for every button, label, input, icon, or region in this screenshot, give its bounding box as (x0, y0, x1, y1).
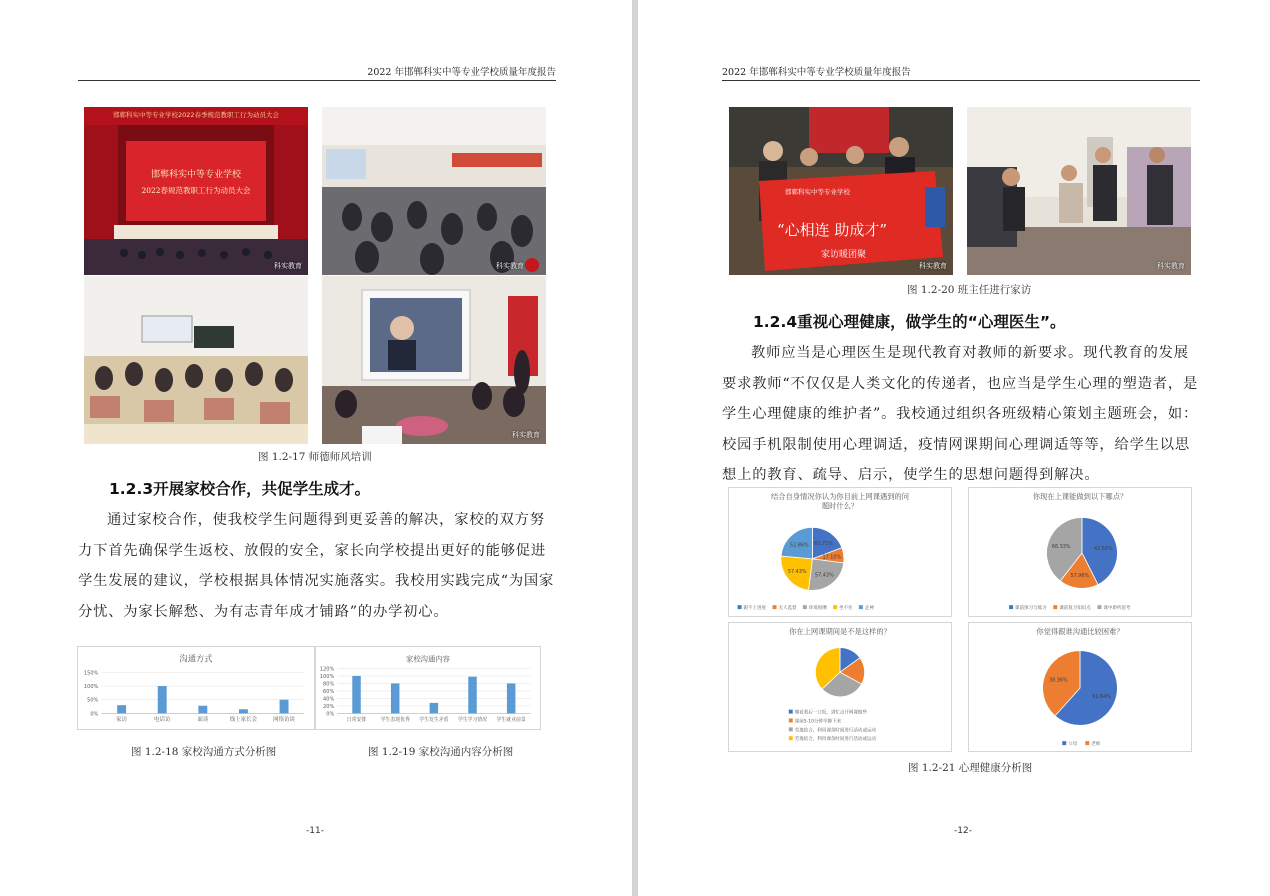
page-header: 2022 年邯郸科实中等专业学校质量年度报告 (722, 64, 1200, 81)
chart-title: 你觉得跟谁沟通比较困难？ (1036, 626, 1124, 636)
chart-title: 结合自身情况你认为你目前上网课遇到的问 (770, 491, 910, 501)
pie-chart-class-habits (968, 487, 1192, 617)
x-tick-label: 家访 (116, 717, 128, 724)
x-tick-label: 学生就业前景 (496, 717, 526, 724)
page-number: -11- (306, 826, 324, 836)
chart-title: 你现在上课能做到以下哪点？ (1032, 491, 1128, 501)
legend-label: 父母 (1068, 742, 1078, 748)
screen-subtitle: 2022春规范教职工行为动员大会 (141, 186, 251, 195)
bar (430, 703, 439, 713)
bar (391, 683, 400, 713)
legend-swatch (1053, 605, 1057, 609)
banner-subtitle: 家访暖团聚 (821, 250, 867, 260)
chart-title: 沟通方式 (179, 653, 213, 664)
y-tick-label: 60% (323, 688, 335, 695)
chart-communication-content (315, 646, 541, 730)
legend-swatch (789, 710, 793, 714)
x-tick-label: 日常安排 (346, 717, 367, 724)
x-tick-label: 面谈 (197, 717, 209, 724)
watermark: 科实教育 (1157, 262, 1185, 270)
slice-label: 57.43% (787, 569, 807, 576)
banner-slogan: “心相连 助成才” (777, 221, 888, 239)
page-number: -12- (954, 826, 972, 836)
y-tick-label: 100% (83, 684, 99, 690)
legend-label: 跟不上进度 (743, 606, 767, 612)
x-tick-label: 学生表现优秀 (380, 717, 410, 724)
legend-label: 课前预习与练习 (1015, 606, 1047, 612)
chart-title: 题时什么？ (821, 501, 859, 511)
x-tick-label: 网络访谈 (273, 717, 295, 724)
photo-meeting-hall (84, 107, 308, 275)
legend-label: 课前复习知识点 (1059, 606, 1091, 612)
slice-label: 65.71% (814, 540, 833, 547)
photo-training-room (322, 107, 546, 275)
x-tick-label: 学生学习情况 (457, 717, 488, 724)
legend-swatch (773, 605, 777, 609)
bar (158, 686, 167, 713)
chart-title: 你在上网课期间是不是这样的？ (789, 626, 891, 636)
slice-label: 57.96% (1070, 572, 1090, 579)
legend-label: 课中聆听思考 (1103, 606, 1131, 612)
photo-home-visit-banner (729, 107, 953, 275)
pie-chart-online-behavior (728, 622, 952, 752)
legend-swatch (859, 605, 863, 609)
section-paragraph: 教师应当是心理医生是现代教育对教师的新要求。现代教育的发展要求教师“不仅仅是人类文化的传递者，也应当是学生心理的塑造者，是学生心理健康的维护者”。我校通过组织各班级精心策划主题班会，如：校园手机限制使用心理调适，疫情网课期间心理调适等等，给学生以思想上的教育、疏导、启示，使学生的思想问题得到解决。 (722, 345, 1199, 483)
legend-label: 走神 (864, 606, 874, 612)
legend-swatch (833, 605, 837, 609)
bar (352, 676, 361, 713)
watermark: 科实教育 (512, 431, 540, 439)
figure-caption-21: 图 1.2-21 心理健康分析图 (908, 762, 1033, 774)
photo-lecture-room (84, 276, 308, 444)
legend-label: 无人监督 (778, 606, 797, 612)
legend-label: 劳逸结合，利用课余时间进行活动或运动 (794, 737, 877, 743)
bar (239, 709, 248, 713)
legend-swatch (789, 719, 793, 723)
figure-caption-17: 图 1.2-17 师德师风培训 (258, 451, 372, 463)
x-tick-label: 电话访 (154, 717, 171, 724)
bar (198, 706, 207, 714)
legend-swatch (1085, 741, 1089, 745)
x-tick-label: 线上家长会 (229, 717, 258, 724)
legend-label: 老师 (1091, 742, 1101, 748)
legend-swatch (789, 736, 793, 740)
chart-title: 家校沟通内容 (406, 654, 450, 664)
section-heading-1-2-3: 1.2.3开展家校合作，共促学生成才。 (109, 480, 371, 498)
y-tick-label: 80% (323, 681, 335, 688)
section-paragraph: 通过家校合作，使我校学生问题得到更妥善的解决，家校的双方努力下首先确保学生返校、放假的安全，家长向学校提出更好的能够促进学生发展的建议，学校根据具体情况实施落实。我校用实践完成“为国家分忧、为家长解愁、为有志青年成才铺路”的办学初心。 (78, 512, 555, 620)
figure-caption-19: 图 1.2-19 家校沟通内容分析图 (368, 746, 514, 758)
y-tick-label: 150% (83, 670, 99, 677)
bar (507, 683, 516, 713)
slice-label: 66.33% (1051, 543, 1071, 550)
legend-label: 课前5-10分钟早静下来 (794, 719, 842, 725)
legend-label: 环境很嘈 (808, 606, 827, 612)
y-tick-label: 0% (326, 711, 335, 718)
y-tick-label: 100% (319, 673, 335, 680)
y-tick-label: 20% (323, 703, 335, 710)
slice-label: 42.55% (1093, 545, 1113, 552)
banner-school-name: 邯郸科实中等专业学校 (785, 188, 850, 196)
legend-label: 劳逸结合，利用课余时间进行活动或运动 (794, 728, 877, 734)
screen-title: 邯郸科实中等专业学校 (150, 170, 241, 180)
watermark: 科实教育 (274, 262, 302, 270)
slice-label: 57.43% (815, 572, 834, 579)
x-tick-label: 学生发生矛盾 (419, 717, 449, 724)
banner-text: 邯郸科实中等专业学校2022春季规范教职工行为动员大会 (112, 111, 280, 119)
chart-communication-method (77, 646, 315, 730)
page-12 (638, 0, 1270, 896)
legend-swatch (738, 605, 742, 609)
page-header: 2022 年邯郸科实中等专业学校质量年度报告 (78, 64, 556, 81)
slice-label: 17.10% (822, 554, 842, 561)
y-tick-label: 50% (87, 697, 99, 704)
pie-chart-communication-difficulty (968, 622, 1192, 752)
bar (280, 700, 289, 714)
figure-caption-20: 图 1.2-20 班主任进行家访 (907, 284, 1032, 296)
legend-swatch (803, 605, 807, 609)
slice-label: 52.86% (789, 542, 809, 549)
legend-swatch (1098, 605, 1102, 609)
photo-home-visit-room (967, 107, 1191, 275)
slice-label: 38.36% (1048, 677, 1068, 684)
legend-label: 坐不住 (839, 606, 853, 612)
figure-caption-18: 图 1.2-18 家校沟通方式分析图 (131, 746, 277, 758)
y-tick-label: 120% (319, 666, 335, 673)
legend-swatch (789, 727, 793, 731)
bar (117, 705, 126, 713)
watermark: 科实教育 (496, 262, 524, 270)
pie-chart-online-class-problems (728, 487, 952, 617)
page-11 (0, 0, 632, 896)
bar (468, 677, 477, 714)
slice-label: 61.64% (1092, 694, 1112, 701)
y-tick-label: 0% (90, 711, 99, 718)
watermark: 科实教育 (919, 262, 947, 270)
legend-swatch (1062, 741, 1066, 745)
section-heading-1-2-4: 1.2.4重视心理健康，做学生的“心理医生”。 (753, 313, 1066, 331)
legend-label: 哪看着后一口饭，到忙点开网课做些 (794, 710, 867, 716)
legend-swatch (1009, 605, 1013, 609)
photo-projector-lecture (322, 276, 546, 444)
y-tick-label: 40% (323, 696, 335, 703)
